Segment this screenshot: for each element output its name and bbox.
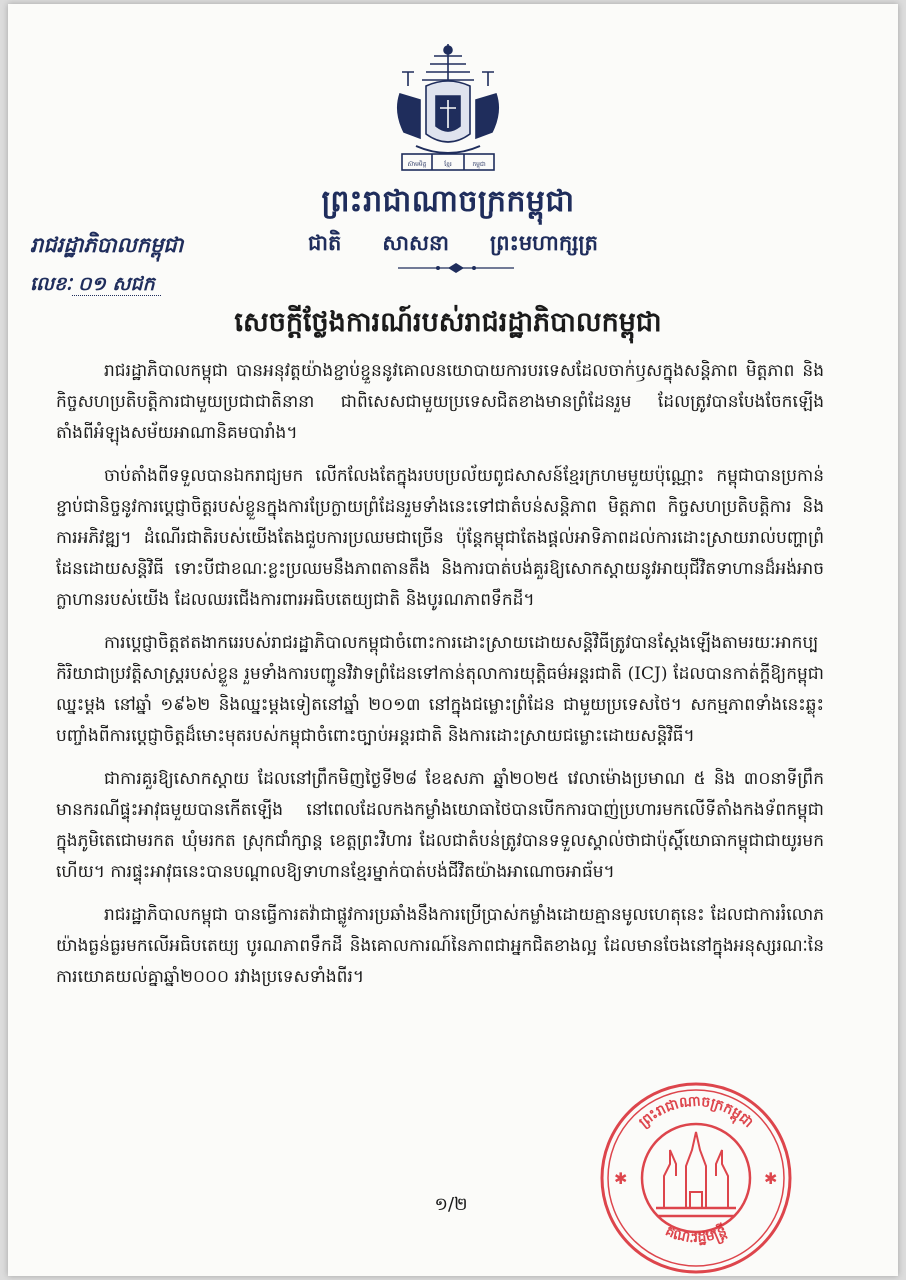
document-title: សេចក្តីថ្លែងការណ៍របស់រាជរដ្ឋាភិបាលកម្ពុជា	[234, 307, 662, 338]
paragraph-2: ចាប់តាំងពីទទួលបានឯករាជ្យមក លើកលែងតែក្នុងរបបប្រល័យពូជសាសន៍ខ្មែរក្រហមមួយប៉ុណ្ណោះ កម្ពុជាបានប្រកាន់ខ្ជាប់ជានិច្ចនូវការប្តេជ្ញាចិត្តរបស់ខ្លួនក្នុងការប្រែក្លាយព្រំដែនរួមទាំងនេះទៅជាតំបន់សន្តិភាព មិត្តភាព កិច្ចសហប្រតិបត្តិការ និងការអភិវឌ្ឍ។ ដំណើរជាតិរបស់យើងតែងជួបការប្រឈមជាច្រើន ប៉ុន្តែកម្ពុជាតែងផ្តល់អាទិភាពដល់ការដោះស្រាយរាល់បញ្ហាព្រំដែនដោយសន្តិវិធី ទោះបីជាខណៈខ្លះប្រឈមនឹងភាពតានតឹង និងការបាត់បង់គួរឱ្យសោកស្តាយនូវអាយុជីវិតទាហានដ៏អង់អាចក្លាហានរបស់យើង ដែលឈរជើងការពារអធិបតេយ្យជាតិ និងបូរណភាពទឹកដី។	[56, 466, 824, 610]
paragraph-4: ជាការគួរឱ្យសោកស្តាយ ដែលនៅព្រឹកមិញថ្ងៃទី២៨ ខែឧសភា ឆ្នាំ២០២៥ វេលាម៉ោងប្រមាណ ៥ និង ៣០នាទីព្រឹក មានករណីផ្ទុះអាវុធមួយបានកើតឡើង នៅពេលដែលកងកម្លាំងយោធាថៃបានបើកការបាញ់ប្រហារមកលើទីតាំងកងទ័ពកម្ពុជា ក្នុងភូមិតេជោមរកត ឃុំមរកត ស្រុកជាំក្សាន្ត ខេត្តព្រះវិហារ ដែលជាតំបន់ត្រូវបានទទួលស្គាល់ថាជាប៉ុស្តិ៍យោធាកម្ពុជាជាយូរមកហើយ។ ការផ្ទុះអាវុធនេះបានបណ្តាលឱ្យទាហានខ្មែរម្នាក់បាត់បង់ជីវិតយ៉ាងអាណោចអាធ័ម។	[56, 769, 824, 882]
statement-body	[56, 356, 824, 1005]
motto-king: ព្រះមហាក្សត្រ	[490, 231, 598, 255]
svg-text:ស៊ាមមិត្ត: ស៊ាមមិត្ត	[407, 161, 427, 168]
svg-text:ព្រះរាជាណាចក្រកម្ពុជា: ព្រះរាជាណាចក្រកម្ពុជា	[636, 1093, 757, 1131]
national-motto	[308, 230, 598, 261]
svg-text:✱: ✱	[614, 1169, 628, 1188]
paragraph-5: រាជរដ្ឋាភិបាលកម្ពុជា បានធ្វើការតវ៉ាជាផ្លូវការប្រឆាំងនឹងការប្រើប្រាស់កម្លាំងដោយគ្មានមូលហេតុនេះ ដែលជាការរំលោភយ៉ាងធ្ងន់ធ្ងរមកលើអធិបតេយ្យ បូរណភាពទឹកដី និងគោលការណ៍នៃភាពជាអ្នកជិតខាងល្អ ដែលមានចែងនៅក្នុងអនុស្សរណៈនៃការយោគយល់គ្នាឆ្នាំ២០០០ រវាងប្រទេសទាំងពីរ។	[56, 905, 824, 987]
paragraph-1: រាជរដ្ឋាភិបាលកម្ពុជា បានអនុវត្តយ៉ាងខ្ជាប់ខ្ជួននូវគោលនយោបាយការបរទេសដែលចាក់ឫសក្នុងសន្តិភាព មិត្តភាព និងកិច្ចសហប្រតិបត្តិការជាមួយប្រជាជាតិនានា ជាពិសេសជាមួយប្រទេសជិតខាងមានព្រំដែនរួម ដែលត្រូវបានបែងចែកឡើង តាំងពីអំឡុងសម័យអាណានិគមបារាំង។	[56, 361, 824, 443]
svg-text:ខ្មែរ: ខ្មែរ	[444, 161, 452, 168]
page-number: ១/២	[434, 1194, 468, 1215]
government-name: រាជរដ្ឋាភិបាលកម្ពុជា	[30, 233, 184, 257]
paragraph-3: ការប្តេជ្ញាចិត្តឥតងាករេរបស់រាជរដ្ឋាភិបាលកម្ពុជាចំពោះការដោះស្រាយដោយសន្តិវិធីត្រូវបានស្តែងឡើងតាមរយៈអាកប្បកិរិយាជាប្រវត្តិសាស្ត្ររបស់ខ្លួន រួមទាំងការបញ្ជូនវិវាទព្រំដែនទៅកាន់តុលាការយុត្តិធម៌អន្តរជាតិ (ICJ) ដែលបានកាត់ក្តីឱ្យកម្ពុជាឈ្នះម្តង នៅឆ្នាំ ១៩៦២ និងឈ្នះម្តងទៀតនៅឆ្នាំ ២០១៣ នៅក្នុងជម្លោះព្រំដែន ជាមួយប្រទេសថៃ។ សកម្មភាពទាំងនេះឆ្លុះបញ្ចាំងពីការប្តេជ្ញាចិត្តដ៏មោះមុតរបស់កម្ពុជាចំពោះច្បាប់អន្តរជាតិ និងការដោះស្រាយជម្លោះដោយសន្តិវិធី។	[56, 633, 824, 746]
official-seal-stamp-icon	[598, 1080, 794, 1276]
ref-value: ០១ សជក	[72, 273, 161, 296]
svg-text:កម្ពុជា: កម្ពុជា	[472, 161, 486, 168]
motto-religion: សាសនា	[382, 231, 449, 255]
svg-text:✱: ✱	[764, 1169, 778, 1188]
document-page	[8, 4, 898, 1276]
ref-label: លេខៈ	[30, 273, 72, 295]
motto-nation: ជាតិ	[308, 231, 342, 255]
royal-emblem-icon	[386, 42, 510, 178]
reference-number	[30, 272, 161, 300]
kingdom-title: ព្រះរាជាណាចក្រកម្ពុជា	[321, 184, 575, 219]
svg-text:គណៈរដ្ឋមន្ត្រី: គណៈរដ្ឋមន្ត្រី	[662, 1223, 730, 1247]
divider-ornament-icon	[396, 262, 516, 274]
